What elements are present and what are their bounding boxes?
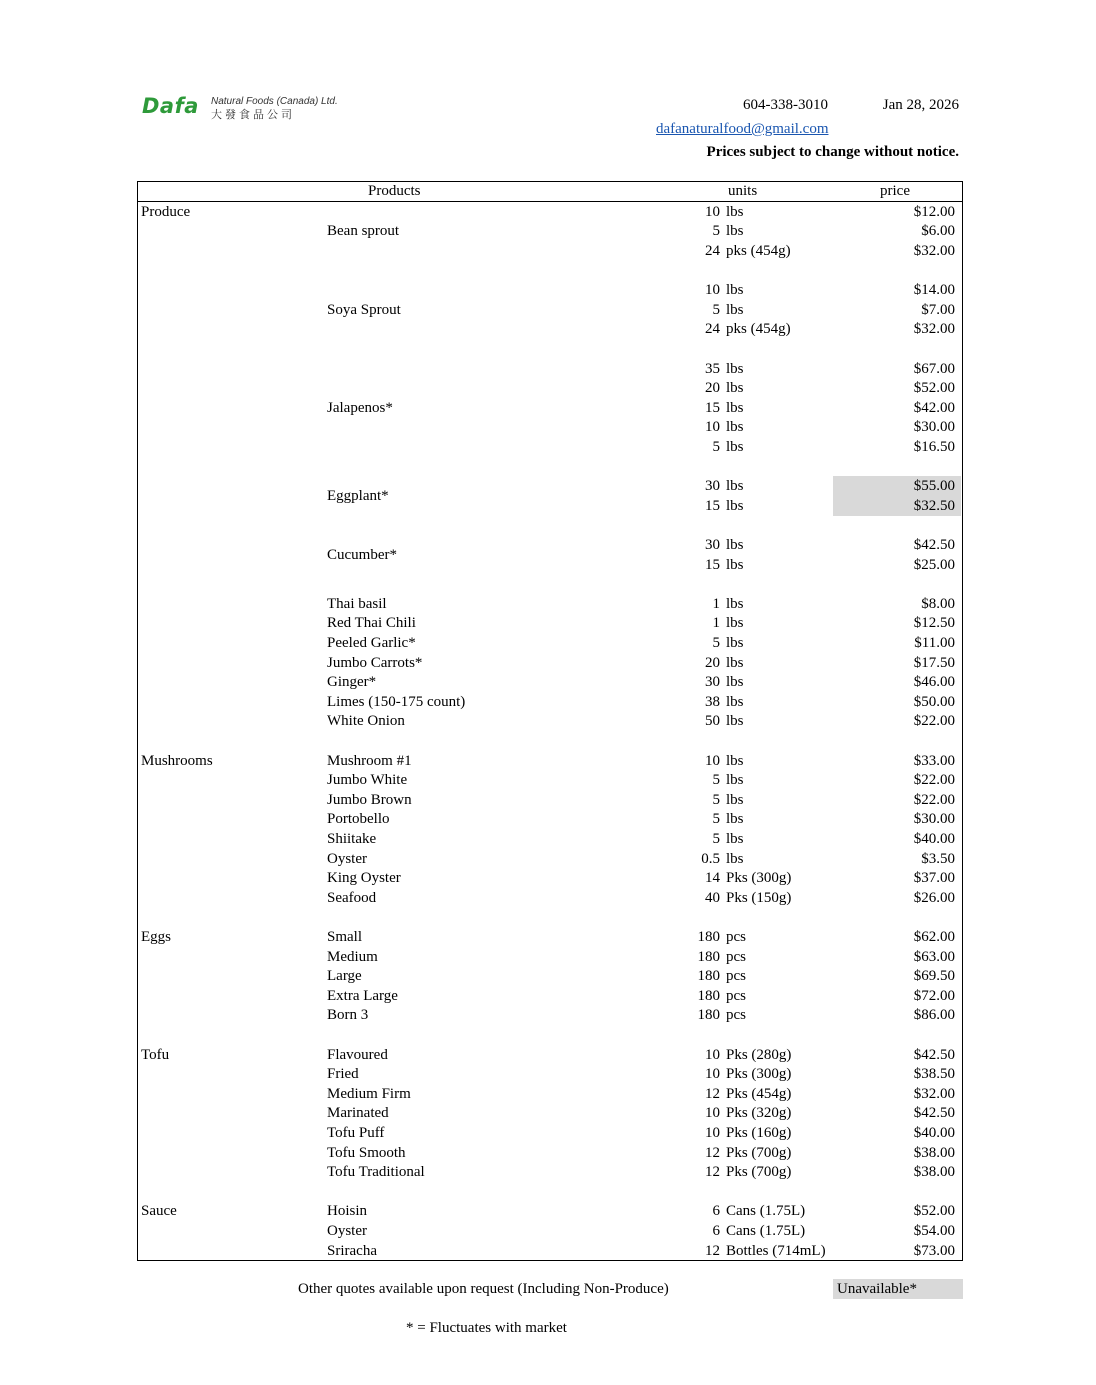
row-quantity: 15 xyxy=(705,400,720,416)
row-price: $33.00 xyxy=(913,753,955,769)
row-quantity: 0.5 xyxy=(701,851,720,867)
email-link[interactable]: dafanaturalfood@gmail.com xyxy=(656,121,829,137)
row-product: Oyster xyxy=(327,1223,367,1239)
row-price: $37.00 xyxy=(913,870,955,886)
row-unit: pcs xyxy=(726,988,746,1004)
row-price: $46.00 xyxy=(913,674,955,690)
row-quantity: 14 xyxy=(705,870,720,886)
row-quantity: 12 xyxy=(705,1145,720,1161)
row-price: $69.50 xyxy=(913,968,955,984)
row-quantity: 10 xyxy=(705,1047,720,1063)
row-quantity: 180 xyxy=(697,929,720,945)
row-quantity: 6 xyxy=(712,1203,720,1219)
row-price: $73.00 xyxy=(913,1243,955,1259)
row-price: $22.00 xyxy=(913,772,955,788)
row-price: $63.00 xyxy=(913,949,955,965)
table-row xyxy=(0,849,1096,869)
row-quantity: 180 xyxy=(697,988,720,1004)
row-product: Shiitake xyxy=(327,831,377,847)
table-row xyxy=(0,1103,1096,1123)
row-quantity: 24 xyxy=(705,243,720,259)
row-quantity: 10 xyxy=(705,204,720,220)
row-quantity: 10 xyxy=(705,419,720,435)
product-name: Cucumber* xyxy=(327,547,397,563)
row-product: Mushroom #1 xyxy=(327,753,412,769)
row-price: $38.00 xyxy=(913,1145,955,1161)
category-label: Produce xyxy=(141,204,191,220)
table-row xyxy=(0,1221,1096,1241)
row-unit: Cans (1.75L) xyxy=(726,1203,806,1219)
row-unit: lbs xyxy=(726,811,744,827)
row-price: $30.00 xyxy=(913,811,955,827)
table-row xyxy=(0,692,1096,712)
row-product: Flavoured xyxy=(327,1047,388,1063)
row-unit: Pks (300g) xyxy=(726,1066,792,1082)
table-row xyxy=(0,947,1096,967)
row-quantity: 15 xyxy=(705,557,720,573)
table-row xyxy=(0,359,1096,379)
row-product: Medium Firm xyxy=(327,1086,411,1102)
table-row xyxy=(0,868,1096,888)
table-row xyxy=(0,300,1096,320)
row-quantity: 180 xyxy=(697,1007,720,1023)
row-unit: lbs xyxy=(726,419,744,435)
table-row xyxy=(0,653,1096,673)
table-row xyxy=(0,809,1096,829)
row-product: Large xyxy=(327,968,362,984)
row-price: $32.00 xyxy=(913,321,955,337)
row-price: $42.50 xyxy=(913,1105,955,1121)
row-product: Extra Large xyxy=(327,988,398,1004)
row-unit: pks (454g) xyxy=(726,243,791,259)
row-price: $42.50 xyxy=(913,537,955,553)
product-name: Soya Sprout xyxy=(327,302,401,318)
table-row xyxy=(0,496,1096,516)
row-quantity: 1 xyxy=(712,615,720,631)
row-quantity: 35 xyxy=(705,361,720,377)
row-quantity: 40 xyxy=(705,890,720,906)
row-price: $6.00 xyxy=(921,223,955,239)
row-unit: lbs xyxy=(726,596,744,612)
row-price: $12.50 xyxy=(913,615,955,631)
row-unit: lbs xyxy=(726,713,744,729)
row-product: White Onion xyxy=(327,713,405,729)
row-unit: Pks (150g) xyxy=(726,890,792,906)
table-row xyxy=(0,751,1096,771)
table-row xyxy=(0,986,1096,1006)
row-quantity: 30 xyxy=(705,537,720,553)
table-row xyxy=(0,1084,1096,1104)
row-price: $30.00 xyxy=(913,419,955,435)
row-quantity: 5 xyxy=(712,831,720,847)
row-product: Tofu Puff xyxy=(327,1125,385,1141)
table-row xyxy=(0,437,1096,457)
row-unit: lbs xyxy=(726,753,744,769)
row-price: $42.00 xyxy=(913,400,955,416)
row-quantity: 1 xyxy=(712,596,720,612)
row-quantity: 6 xyxy=(712,1223,720,1239)
logo-chinese-name: 大發食品公司 xyxy=(211,108,295,121)
row-quantity: 5 xyxy=(712,635,720,651)
row-price: $22.00 xyxy=(913,713,955,729)
row-price: $32.50 xyxy=(913,498,955,514)
phone-number: 604-338-3010 xyxy=(743,97,828,113)
product-name: Jalapenos* xyxy=(327,400,393,416)
row-unit: lbs xyxy=(726,478,744,494)
row-unit: pcs xyxy=(726,949,746,965)
row-price: $32.00 xyxy=(913,243,955,259)
row-quantity: 12 xyxy=(705,1243,720,1259)
row-unit: lbs xyxy=(726,302,744,318)
row-unit: Pks (320g) xyxy=(726,1105,792,1121)
row-unit: lbs xyxy=(726,831,744,847)
table-row xyxy=(0,1201,1096,1221)
logo-brand-mark: Dafa xyxy=(142,94,199,118)
row-unit: Pks (300g) xyxy=(726,870,792,886)
table-row xyxy=(0,476,1096,496)
table-row xyxy=(0,1162,1096,1182)
table-row xyxy=(0,398,1096,418)
row-unit: Bottles (714mL) xyxy=(726,1243,826,1259)
table-row xyxy=(0,1143,1096,1163)
product-name: Bean sprout xyxy=(327,223,400,239)
table-row xyxy=(0,1005,1096,1025)
row-quantity: 180 xyxy=(697,949,720,965)
row-quantity: 180 xyxy=(697,968,720,984)
table-row xyxy=(0,319,1096,339)
table-row xyxy=(0,202,1096,222)
row-unit: lbs xyxy=(726,223,744,239)
row-quantity: 10 xyxy=(705,753,720,769)
row-unit: pks (454g) xyxy=(726,321,791,337)
row-price: $55.00 xyxy=(913,478,955,494)
row-quantity: 12 xyxy=(705,1164,720,1180)
row-price: $72.00 xyxy=(913,988,955,1004)
table-row xyxy=(0,613,1096,633)
category-label: Eggs xyxy=(141,929,171,945)
row-quantity: 10 xyxy=(705,282,720,298)
row-product: Tofu Smooth xyxy=(327,1145,406,1161)
column-header-products: Products xyxy=(368,183,421,199)
row-unit: lbs xyxy=(726,792,744,808)
unavailable-legend-badge: Unavailable* xyxy=(833,1279,963,1299)
row-quantity: 5 xyxy=(712,792,720,808)
row-price: $22.00 xyxy=(913,792,955,808)
row-unit: lbs xyxy=(726,380,744,396)
row-price: $17.50 xyxy=(913,655,955,671)
row-price: $25.00 xyxy=(913,557,955,573)
table-row xyxy=(0,594,1096,614)
row-price: $52.00 xyxy=(913,380,955,396)
row-product: Thai basil xyxy=(327,596,387,612)
fluctuation-legend: * = Fluctuates with market xyxy=(406,1320,567,1336)
row-product: Hoisin xyxy=(327,1203,368,1219)
table-row xyxy=(0,888,1096,908)
table-row xyxy=(0,221,1096,241)
row-unit: pcs xyxy=(726,929,746,945)
row-product: Jumbo Carrots* xyxy=(327,655,423,671)
row-unit: lbs xyxy=(726,361,744,377)
row-price: $7.00 xyxy=(921,302,955,318)
row-price: $26.00 xyxy=(913,890,955,906)
table-row xyxy=(0,417,1096,437)
category-label: Tofu xyxy=(141,1047,170,1063)
row-product: Jumbo White xyxy=(327,772,408,788)
document-date: Jan 28, 2026 xyxy=(882,97,959,113)
row-price: $50.00 xyxy=(913,694,955,710)
row-price: $16.50 xyxy=(913,439,955,455)
row-unit: lbs xyxy=(726,772,744,788)
logo-company-name: Natural Foods (Canada) Ltd. xyxy=(211,96,338,107)
table-row xyxy=(0,378,1096,398)
row-quantity: 5 xyxy=(712,439,720,455)
row-price: $38.00 xyxy=(913,1164,955,1180)
row-quantity: 5 xyxy=(712,302,720,318)
row-unit: Pks (700g) xyxy=(726,1145,792,1161)
row-product: Ginger* xyxy=(327,674,377,690)
row-unit: pcs xyxy=(726,1007,746,1023)
table-row xyxy=(0,241,1096,261)
row-unit: lbs xyxy=(726,282,744,298)
row-unit: lbs xyxy=(726,204,744,220)
row-product: Jumbo Brown xyxy=(327,792,412,808)
row-price: $3.50 xyxy=(921,851,955,867)
row-price: $54.00 xyxy=(913,1223,955,1239)
row-price: $8.00 xyxy=(921,596,955,612)
row-product: Marinated xyxy=(327,1105,389,1121)
row-product: Red Thai Chili xyxy=(327,615,416,631)
row-price: $67.00 xyxy=(913,361,955,377)
row-price: $14.00 xyxy=(913,282,955,298)
row-unit: lbs xyxy=(726,400,744,416)
row-unit: lbs xyxy=(726,674,744,690)
row-unit: lbs xyxy=(726,439,744,455)
row-product: Oyster xyxy=(327,851,367,867)
row-unit: lbs xyxy=(726,635,744,651)
row-quantity: 12 xyxy=(705,1086,720,1102)
other-quotes-note: Other quotes available upon request (Including Non-Produce) xyxy=(298,1281,669,1297)
row-price: $62.00 xyxy=(913,929,955,945)
row-product: Tofu Traditional xyxy=(327,1164,425,1180)
row-quantity: 5 xyxy=(712,772,720,788)
row-product: Small xyxy=(327,929,363,945)
table-row xyxy=(0,555,1096,575)
row-quantity: 20 xyxy=(705,380,720,396)
row-product: Medium xyxy=(327,949,378,965)
table-row xyxy=(0,535,1096,555)
table-row xyxy=(0,1123,1096,1143)
table-row xyxy=(0,770,1096,790)
row-price: $11.00 xyxy=(914,635,955,651)
column-header-units: units xyxy=(728,183,758,199)
row-unit: Pks (700g) xyxy=(726,1164,792,1180)
company-logo xyxy=(142,95,362,125)
row-unit: lbs xyxy=(726,694,744,710)
row-quantity: 30 xyxy=(705,478,720,494)
row-price: $40.00 xyxy=(913,831,955,847)
row-price: $86.00 xyxy=(913,1007,955,1023)
row-unit: lbs xyxy=(726,557,744,573)
product-name: Eggplant* xyxy=(327,488,389,504)
row-quantity: 10 xyxy=(705,1105,720,1121)
row-quantity: 5 xyxy=(712,811,720,827)
table-row xyxy=(0,672,1096,692)
row-unit: lbs xyxy=(726,498,744,514)
column-header-price: price xyxy=(880,183,910,199)
row-quantity: 15 xyxy=(705,498,720,514)
table-row xyxy=(0,966,1096,986)
table-row xyxy=(0,1241,1096,1261)
row-product: King Oyster xyxy=(327,870,401,886)
row-price: $40.00 xyxy=(913,1125,955,1141)
table-row xyxy=(0,790,1096,810)
row-quantity: 10 xyxy=(705,1125,720,1141)
row-product: Seafood xyxy=(327,890,377,906)
table-row xyxy=(0,1045,1096,1065)
table-row xyxy=(0,829,1096,849)
table-row xyxy=(0,1064,1096,1084)
table-row xyxy=(0,633,1096,653)
row-quantity: 5 xyxy=(712,223,720,239)
row-product: Portobello xyxy=(327,811,390,827)
row-product: Born 3 xyxy=(327,1007,369,1023)
row-unit: lbs xyxy=(726,851,744,867)
category-label: Mushrooms xyxy=(141,753,213,769)
row-product: Limes (150-175 count) xyxy=(327,694,466,710)
row-quantity: 24 xyxy=(705,321,720,337)
price-notice: Prices subject to change without notice. xyxy=(706,144,959,160)
row-unit: Cans (1.75L) xyxy=(726,1223,806,1239)
row-price: $52.00 xyxy=(913,1203,955,1219)
row-unit: pcs xyxy=(726,968,746,984)
row-quantity: 38 xyxy=(705,694,720,710)
row-price: $38.50 xyxy=(913,1066,955,1082)
row-unit: Pks (160g) xyxy=(726,1125,792,1141)
row-quantity: 50 xyxy=(705,713,720,729)
row-unit: Pks (454g) xyxy=(726,1086,792,1102)
row-product: Sriracha xyxy=(327,1243,377,1259)
table-row xyxy=(0,711,1096,731)
row-unit: lbs xyxy=(726,655,744,671)
row-quantity: 10 xyxy=(705,1066,720,1082)
row-unit: lbs xyxy=(726,537,744,553)
row-quantity: 30 xyxy=(705,674,720,690)
row-price: $42.50 xyxy=(913,1047,955,1063)
row-product: Fried xyxy=(327,1066,359,1082)
table-row xyxy=(0,280,1096,300)
row-product: Peeled Garlic* xyxy=(327,635,416,651)
row-unit: lbs xyxy=(726,615,744,631)
row-quantity: 20 xyxy=(705,655,720,671)
table-row xyxy=(0,927,1096,947)
row-unit: Pks (280g) xyxy=(726,1047,792,1063)
row-price: $32.00 xyxy=(913,1086,955,1102)
row-price: $12.00 xyxy=(913,204,955,220)
category-label: Sauce xyxy=(141,1203,177,1219)
